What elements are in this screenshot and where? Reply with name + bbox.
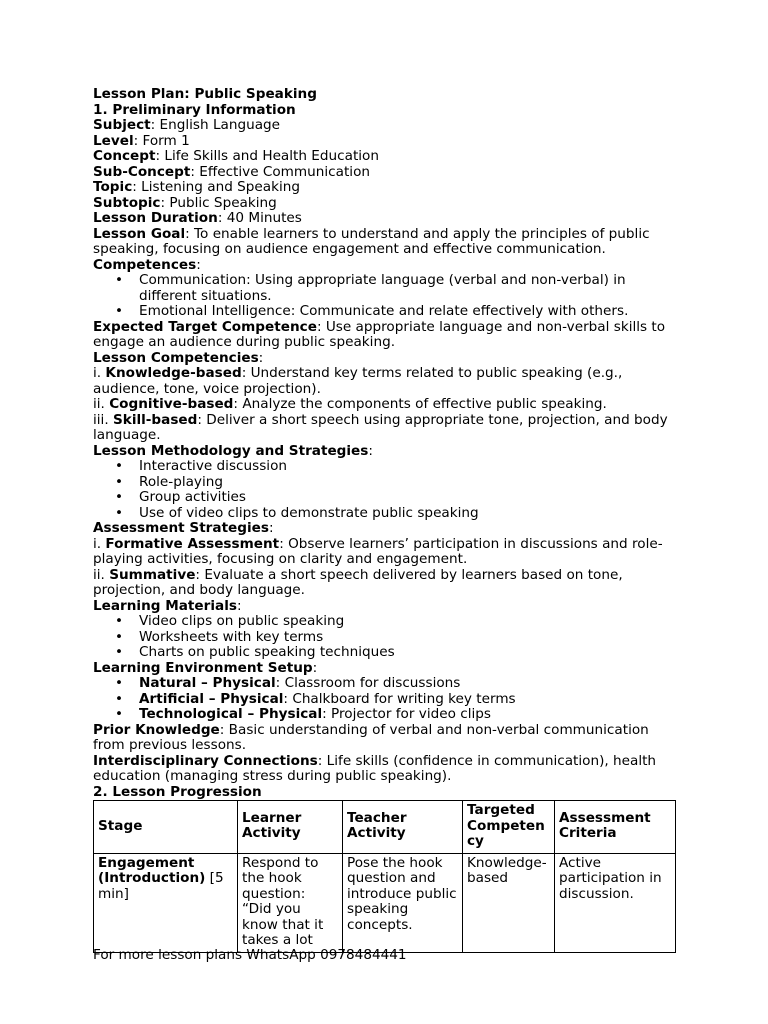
list-item: • Artificial – Physical: Chalkboard for writing key terms	[93, 692, 683, 708]
lesson-competency-item: iii. Skill-based: Deliver a short speech using appropriate tone, projection, and body language.	[93, 411, 672, 443]
section-heading-lesson-progression: 2. Lesson Progression	[93, 783, 262, 800]
field-topic: Topic: Listening and Speaking	[93, 179, 300, 195]
environment-heading: Learning Environment Setup:	[93, 659, 318, 676]
assessment-heading: Assessment Strategies:	[93, 520, 274, 536]
list-item: • Emotional Intelligence: Communicate and relate effectively with others.	[93, 304, 683, 320]
materials-heading: Learning Materials:	[93, 597, 242, 614]
cell-targeted-competency: Knowledge-based	[463, 853, 555, 952]
list-item: • Natural – Physical: Classroom for discussions	[93, 676, 683, 692]
assessment-item: i. Formative Assessment: Observe learners’ participation in discussions and role-playing activities, focusing on clarity and engagement.	[93, 535, 663, 567]
column-header-teacher-activity: Teacher Activity	[343, 801, 463, 854]
lesson-progression-table	[93, 800, 676, 953]
field-sub-concept: Sub-Concept: Effective Communication	[93, 163, 371, 180]
list-item: • Role-playing	[93, 475, 683, 491]
cell-teacher-activity: Pose the hook question and introduce public speaking concepts.	[343, 853, 463, 952]
field-subject: Subject: English Language	[93, 117, 281, 133]
cell-stage: Engagement (Introduction) [5 min]	[94, 853, 238, 952]
lesson-competency-item: i. Knowledge-based: Understand key terms related to public speaking (e.g., audience, tone, voice projection).	[93, 365, 627, 397]
methodology-heading: Lesson Methodology and Strategies:	[93, 442, 373, 459]
competences-list	[93, 273, 683, 320]
column-header-stage: Stage	[94, 801, 238, 854]
field-subtopic: Subtopic: Public Speaking	[93, 194, 277, 211]
environment-list	[93, 676, 683, 723]
cell-learner-activity: Respond to the hook question: “Did you know that it takes a lot	[238, 853, 343, 952]
assessment-item: ii. Summative: Evaluate a short speech delivered by learners based on tone, projection, and body language.	[93, 566, 628, 598]
list-item: • Communication: Using appropriate language (verbal and non-verbal) in different situations.	[93, 273, 683, 304]
table-row	[94, 853, 676, 952]
field-interdisciplinary-connections: Interdisciplinary Connections: Life skills (confidence in communication), health education (managing stress during public speaking).	[93, 752, 661, 784]
competences-heading: Competences:	[93, 256, 201, 273]
section-heading-preliminary: 1. Preliminary Information	[93, 101, 296, 118]
document-body	[93, 87, 683, 953]
column-header-learner-activity: Learner Activity	[238, 801, 343, 854]
field-lesson-goal: Lesson Goal: To enable learners to understand and apply the principles of public speaking, focusing on audience engagement and effective communication.	[93, 225, 654, 257]
lesson-competency-item: ii. Cognitive-based: Analyze the components of effective public speaking.	[93, 396, 607, 412]
column-header-targeted-competency: Targeted Competency	[463, 801, 555, 854]
field-level: Level: Form 1	[93, 132, 190, 149]
column-header-assessment-criteria: Assessment Criteria	[555, 801, 676, 854]
list-item: • Interactive discussion	[93, 459, 683, 475]
materials-list	[93, 614, 683, 661]
field-lesson-duration: Lesson Duration: 40 Minutes	[93, 210, 302, 226]
list-item: • Technological – Physical: Projector for video clips	[93, 707, 683, 723]
lesson-competencies-heading: Lesson Competencies:	[93, 349, 264, 366]
table-header-row	[94, 801, 676, 854]
list-item: • Charts on public speaking techniques	[93, 645, 683, 661]
field-concept: Concept: Life Skills and Health Education	[93, 148, 379, 164]
document-title: Lesson Plan: Public Speaking	[93, 86, 317, 102]
field-expected-target-competence: Expected Target Competence: Use appropriate language and non-verbal skills to engage an audience during public speaking.	[93, 318, 670, 350]
field-prior-knowledge: Prior Knowledge: Basic understanding of verbal and non-verbal communication from previous lessons.	[93, 721, 654, 753]
methodology-list	[93, 459, 683, 521]
list-item: • Video clips on public speaking	[93, 614, 683, 630]
list-item: • Worksheets with key terms	[93, 630, 683, 646]
cell-assessment-criteria: Active participation in discussion.	[555, 853, 676, 952]
footer-note: For more lesson plans WhatsApp 0978484441	[93, 947, 407, 963]
list-item: • Group activities	[93, 490, 683, 506]
list-item: • Use of video clips to demonstrate public speaking	[93, 506, 683, 522]
